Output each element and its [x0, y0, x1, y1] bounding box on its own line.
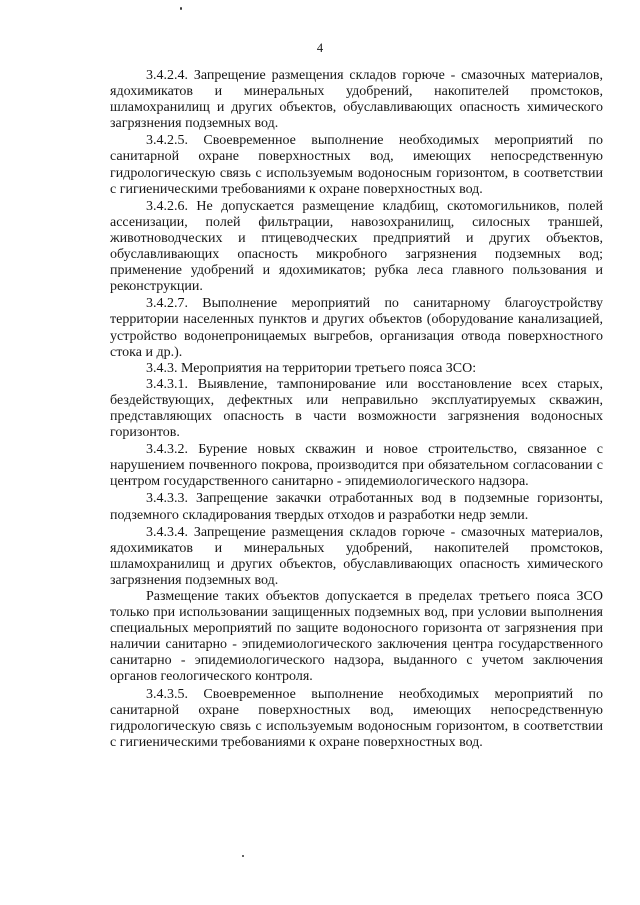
paragraph-3-4-3-3: 3.4.3.3. Запрещение закачки отработанных вод в подземные горизонты, подземного складирования твердых отходов и разработки недр земли. [110, 491, 603, 523]
paragraph-3-4-2-7: 3.4.2.7. Выполнение мероприятий по санитарному благоустройству территории населенных пунктов и других объектов (оборудование канализацией, устройство водонепроницаемых выгребов, организация отвода поверхностного стока и др.). [110, 296, 603, 360]
scan-speck [242, 855, 244, 857]
document-body [110, 68, 603, 751]
paragraph-3-4-3-heading: 3.4.3. Мероприятия на территории третьего пояса ЗСО: [146, 360, 477, 376]
paragraph-3-4-2-4: 3.4.2.4. Запрещение размещения складов горюче - смазочных материалов, ядохимикатов и минеральных удобрений, накопителей промстоков, шламохранилищ и других объектов, обуславливающих опасность химического загрязнения подземных вод. [110, 68, 603, 132]
paragraph-3-4-2-6: 3.4.2.6. Не допускается размещение кладбищ, скотомогильников, полей ассенизации, полей фильтрации, навозохранилищ, силосных траншей, животноводческих и птицеводческих предприятий и других объектов, обуславливающих опасность микробного загрязнения подземных вод; применение удобрений и ядохимикатов; рубка леса главного пользования и реконструкции. [110, 198, 603, 295]
paragraph-3-4-3-4: 3.4.3.4. Запрещение размещения складов горюче - смазочных материалов, ядохимикатов и минеральных удобрений, накопителей промстоков, шламохранилищ и других объектов, обуславливающих опасность химического загрязнения подземных вод. [110, 524, 603, 588]
paragraph-3-4-2-5: 3.4.2.5. Своевременное выполнение необходимых мероприятий по санитарной охране поверхностных вод, имеющих непосредственную гидрологическую связь с используемым водоносным горизонтом, в соответствии с гигиеническими требованиями к охране поверхностных вод. [110, 133, 603, 197]
paragraph-placement-conditions: Размещение таких объектов допускается в пределах третьего пояса ЗСО только при использовании защищенных подземных вод, при условии выполнения специальных мероприятий по защите водоносного горизонта от загрязнения при наличии санитарно - эпидемиологического заключения центра государственного санитарно - эпидемиологического надзора, выданного с учетом заключения органов геологического контроля. [110, 589, 603, 685]
paragraph-3-4-3-2: 3.4.3.2. Бурение новых скважин и новое строительство, связанное с нарушением почвенного покрова, производится при обязательном согласовании с центром государственного санитарно - эпидемиологического надзора. [110, 442, 603, 490]
page-number: 4 [316, 41, 324, 55]
paragraph-3-4-3-1: 3.4.3.1. Выявление, тампонирование или восстановление всех старых, бездействующих, дефектных или неправильно эксплуатируемых скважин, представляющих опасность в части возможности загрязнения водоносных горизонтов. [110, 376, 603, 441]
paragraph-3-4-3-5: 3.4.3.5. Своевременное выполнение необходимых мероприятий по санитарной охране поверхностных вод, имеющих непосредственную гидрологическую связь с используемым водоносным горизонтом, в соответствии с гигиеническими требованиями к охране поверхностных вод. [110, 686, 603, 750]
scan-speck [180, 7, 182, 10]
